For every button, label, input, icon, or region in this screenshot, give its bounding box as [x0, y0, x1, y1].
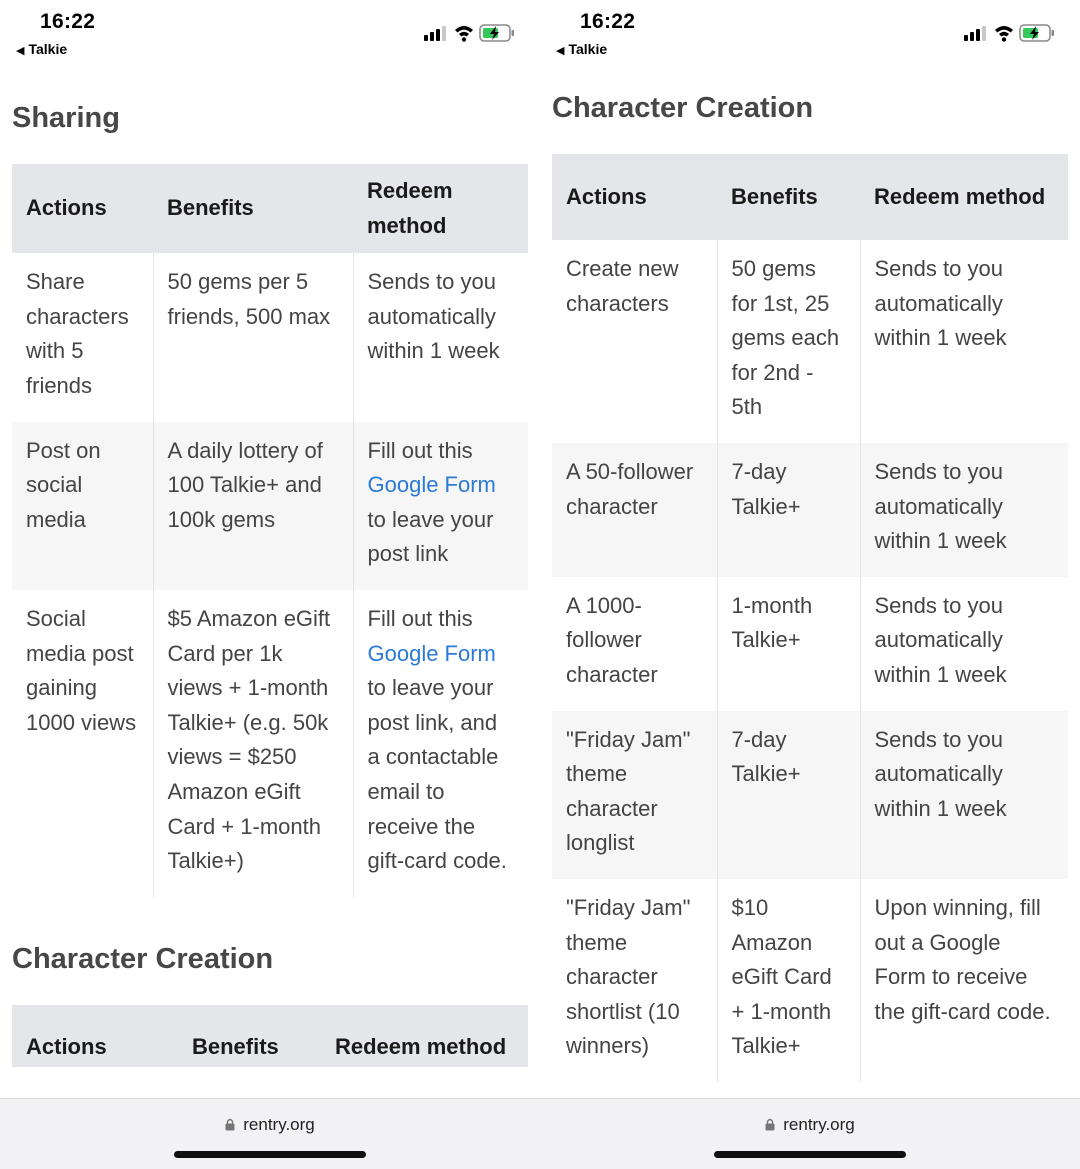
home-indicator[interactable] [174, 1151, 366, 1158]
cell-benefit: 50 gems per 5 friends, 500 max [153, 253, 353, 421]
status-icons [422, 22, 518, 44]
lock-icon [225, 1118, 235, 1131]
column-header-benefits: Benefits [717, 154, 860, 240]
browser-bottom-bar [540, 1098, 1080, 1169]
column-header-actions: Actions [12, 164, 153, 253]
cell-benefit: 50 gems for 1st, 25 gems each for 2nd - 5th [717, 240, 860, 443]
cell-action: "Friday Jam" theme character longlist [552, 711, 717, 879]
character-creation-table [552, 154, 1068, 1082]
page-content [552, 86, 1068, 1082]
cell-redeem: Sends to you automatically within 1 week [860, 443, 1068, 577]
cell-action: "Friday Jam" theme character shortlist (10 winners) [566, 894, 691, 1059]
table-row [552, 443, 1068, 577]
cell-action: A 1000-follower character [566, 592, 658, 687]
sharing-table [12, 164, 528, 897]
page-content [12, 96, 528, 1067]
column-header-benefits: Benefits [178, 1005, 321, 1067]
cell-redeem [353, 422, 528, 590]
cell-benefit: 7-day Talkie+ [717, 711, 860, 879]
section-title-sharing: Sharing [12, 102, 120, 134]
column-header-benefits: Benefits [153, 164, 353, 253]
cell-redeem: Sends to you automatically within 1 week [860, 577, 1068, 711]
status-time: 16:22 [580, 10, 636, 33]
back-to-app-button[interactable] [556, 41, 607, 57]
back-to-app-button[interactable] [16, 41, 67, 57]
table-row [12, 590, 528, 897]
table-row [12, 253, 528, 421]
phone-screen-right [540, 0, 1080, 1169]
column-header-actions: Actions [552, 154, 717, 240]
column-header-actions: Actions [12, 1005, 178, 1067]
cell-action: Share characters with 5 friends [26, 269, 129, 398]
redeem-text-post: to leave your post link [367, 506, 494, 567]
cell-benefit: $10 Amazon eGift Card + 1-month Talkie+ [717, 879, 860, 1082]
cell-benefit: 1-month Talkie+ [717, 577, 860, 711]
character-creation-table-partial [12, 1005, 528, 1067]
table-row [552, 879, 1068, 1082]
table-row [552, 711, 1068, 879]
column-header-redeem-method: Redeem method [860, 154, 1068, 240]
back-triangle-icon: ◀ [16, 45, 25, 57]
google-form-link[interactable]: Google Form [367, 472, 496, 498]
redeem-text-pre: Fill out this [367, 437, 473, 463]
cell-redeem [353, 590, 528, 897]
table-row [12, 422, 528, 590]
cell-benefit: 7-day Talkie+ [717, 443, 860, 577]
status-bar [0, 0, 540, 64]
redeem-text-pre: Fill out this [367, 605, 473, 631]
address-bar[interactable] [540, 1115, 1080, 1135]
back-triangle-icon: ◀ [556, 45, 565, 57]
battery-icon [480, 25, 514, 41]
back-app-label: Talkie [28, 41, 68, 57]
wifi-icon [455, 26, 473, 42]
column-header-redeem-method: Redeem method [321, 1005, 528, 1067]
status-time: 16:22 [40, 10, 96, 33]
browser-bottom-bar [0, 1098, 540, 1169]
table-header-row [12, 1005, 528, 1067]
cell-benefit: $5 Amazon eGift Card per 1k views + 1-month Talkie+ (e.g. 50k views = $250 Amazon eGift Card + 1-month Talkie+) [153, 590, 353, 897]
table-row [552, 240, 1068, 443]
table-row [552, 577, 1068, 711]
address-bar[interactable] [0, 1115, 540, 1135]
url-text: rentry.org [243, 1115, 315, 1134]
signal-icon [964, 26, 986, 41]
battery-icon [1020, 25, 1054, 41]
wifi-icon [995, 26, 1013, 42]
redeem-text-post: to leave your post link, and a contactable email to receive the gift-card code. [367, 675, 507, 874]
lock-icon [765, 1118, 775, 1131]
home-indicator[interactable] [714, 1151, 906, 1158]
cell-redeem: Sends to you automatically within 1 week [353, 253, 528, 421]
table-header-row [12, 164, 528, 253]
status-icons [962, 22, 1058, 44]
cell-benefit: A daily lottery of 100 Talkie+ and 100k gems [153, 422, 353, 590]
section-title-character-creation: Character Creation [552, 92, 814, 124]
signal-icon [424, 26, 446, 41]
cell-action: A 50-follower character [552, 443, 717, 577]
cell-redeem: Sends to you automatically within 1 week [860, 711, 1068, 879]
back-app-label: Talkie [568, 41, 608, 57]
cell-action: Post on social media [12, 422, 153, 590]
status-bar [540, 0, 1080, 64]
section-title-character-creation: Character Creation [12, 942, 274, 975]
cell-redeem: Sends to you automatically within 1 week [860, 240, 1068, 443]
column-header-redeem-method: Redeem method [353, 164, 528, 253]
character-creation-table [12, 1005, 528, 1067]
cell-action: Create new characters [566, 256, 679, 316]
cell-action: Social media post gaining 1000 views [26, 605, 137, 735]
cell-redeem: Upon winning, fill out a Google Form to receive the gift-card code. [860, 879, 1068, 1082]
url-text: rentry.org [783, 1115, 855, 1134]
google-form-link[interactable]: Google Form [367, 640, 496, 666]
table-header-row [552, 154, 1068, 240]
